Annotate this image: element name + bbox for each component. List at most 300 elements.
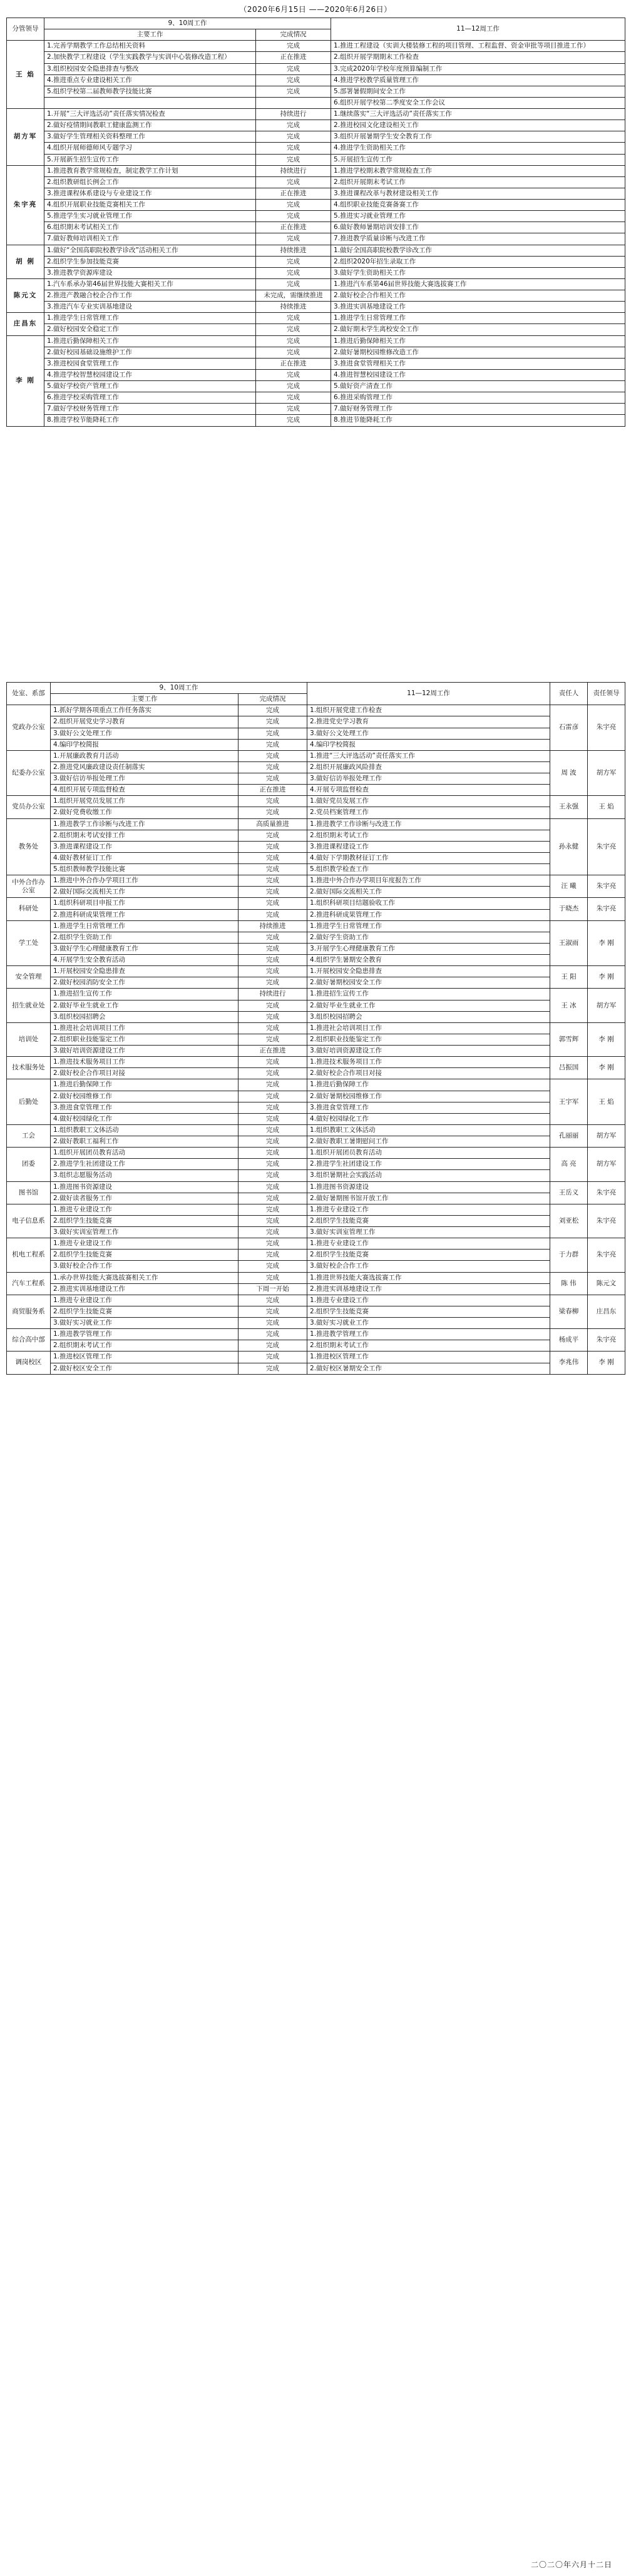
plan-cell: 3.做好实习就业工作 xyxy=(307,1318,550,1329)
task-cell: 2.加快教学工程建设（学生实践教学与实训中心装修改造工程） xyxy=(44,52,256,63)
responsible-leader: 李 刚 xyxy=(588,920,625,966)
plan-cell: 2.组织2020年招生录取工作 xyxy=(331,256,625,267)
department-name: 后勤处 xyxy=(7,1079,51,1125)
status-cell: 完成 xyxy=(239,830,307,841)
plan-cell: 1.推进社会培训项目工作 xyxy=(307,1022,550,1034)
status-cell: 完成 xyxy=(239,909,307,920)
task-cell: 2.做好校区安全工作 xyxy=(51,1363,239,1374)
plan-cell: 3.推进食堂管理相关工作 xyxy=(331,358,625,369)
task-cell: 2.组织期末考试工作 xyxy=(51,1340,239,1352)
table-row xyxy=(7,739,625,750)
plan-cell: 5.开展招生宣传工作 xyxy=(331,154,625,165)
task-cell: 2.做好读者服务工作 xyxy=(51,1193,239,1204)
status-cell: 正在推进 xyxy=(256,222,331,233)
status-cell: 完成 xyxy=(239,1136,307,1148)
plan-cell: 4.组织学生暑期安全教育 xyxy=(307,955,550,966)
status-cell: 完成 xyxy=(256,154,331,165)
table-row xyxy=(7,830,625,841)
status-cell: 正在推进 xyxy=(256,188,331,199)
status-cell: 完成 xyxy=(239,1181,307,1193)
status-cell: 完成 xyxy=(256,415,331,426)
plan-cell: 3.开展学生心理健康教育工作 xyxy=(307,943,550,954)
table-row xyxy=(7,818,625,830)
status-cell: 完成 xyxy=(256,74,331,86)
plan-cell: 2.推进学生社团建设工作 xyxy=(307,1159,550,1170)
status-cell: 完成 xyxy=(239,1113,307,1124)
department-name: 招生就业处 xyxy=(7,989,51,1022)
plan-cell: 3.组织暑期社会实践活动 xyxy=(307,1170,550,1181)
plan-cell: 1.推进后勤保障相关工作 xyxy=(331,335,625,347)
task-cell: 5.做好学校资产管理工作 xyxy=(44,381,256,392)
table-row xyxy=(7,86,625,97)
plan-cell: 2.推进实训基地建设工作 xyxy=(307,1283,550,1295)
table-row xyxy=(7,920,625,932)
status-cell: 完成 xyxy=(239,1352,307,1363)
table-row xyxy=(7,1148,625,1159)
responsible-person: 杨成平 xyxy=(550,1329,588,1352)
task-cell: 2.做好校园维修工作 xyxy=(51,1091,239,1102)
responsible-leader: 李 刚 xyxy=(588,1057,625,1079)
responsible-person: 李兆伟 xyxy=(550,1352,588,1374)
plan-cell: 1.推进图书资源建设 xyxy=(307,1181,550,1193)
status-cell: 完成 xyxy=(239,761,307,773)
responsible-person: 孔丽丽 xyxy=(550,1124,588,1147)
dept-header: 处室、系部 xyxy=(7,683,51,705)
task-cell: 6.推进学校采购管理工作 xyxy=(44,392,256,404)
task-cell: 3.推进食堂管理工作 xyxy=(51,1102,239,1113)
table-row xyxy=(7,1363,625,1374)
status-cell: 持续推进 xyxy=(256,302,331,313)
plan-cell: 6.做好教师暑期培训安排工作 xyxy=(331,222,625,233)
responsible-leader: 胡方军 xyxy=(588,989,625,1022)
status-cell: 正在推进 xyxy=(239,785,307,796)
status-cell: 完成 xyxy=(239,1238,307,1250)
status-cell: 完成 xyxy=(239,943,307,954)
dept-main-work-header: 主要工作 xyxy=(51,694,239,705)
status-cell: 完成 xyxy=(239,705,307,716)
task-cell: 1.开展“三大评选活动”责任落实情况检查 xyxy=(44,109,256,120)
plan-cell: 1.推进中外合作办学项目年度报告工作 xyxy=(307,875,550,887)
table-row xyxy=(7,278,625,290)
task-cell: 3.做好信访举报处理工作 xyxy=(51,773,239,785)
responsible-person: 于晓杰 xyxy=(550,898,588,920)
plan-cell: 2.做好校企合作相关工作 xyxy=(331,290,625,302)
responsible-person: 吕振国 xyxy=(550,1057,588,1079)
responsible-leader: 朱宇亮 xyxy=(588,1238,625,1272)
responsible-leader: 胡方军 xyxy=(588,1148,625,1181)
plan-cell: 2.做好毕业生就业工作 xyxy=(307,1000,550,1011)
table-row xyxy=(7,1329,625,1340)
department-table-body xyxy=(7,705,625,1374)
task-cell: 1.推进教育教学常规检查，制定教学工作计划 xyxy=(44,165,256,176)
status-cell: 完成 xyxy=(256,324,331,335)
table-row xyxy=(7,41,625,52)
status-cell: 持续进行 xyxy=(256,109,331,120)
leader-name: 庄昌东 xyxy=(7,313,44,335)
task-cell: 1.组织科研项目申报工作 xyxy=(51,898,239,909)
responsible-leader: 朱宇亮 xyxy=(588,818,625,875)
responsible-leader: 朱宇亮 xyxy=(588,1329,625,1352)
plan-cell: 3.完成2020年学校年度预算编制工作 xyxy=(331,63,625,74)
table-row xyxy=(7,864,625,875)
table-row xyxy=(7,943,625,954)
task-cell: 1.组织开展党员发展工作 xyxy=(51,796,239,807)
plan-cell: 4.开展专项监督检查 xyxy=(307,785,550,796)
status-cell: 未完成，需继续推进 xyxy=(256,290,331,302)
responsible-person: 王淑雨 xyxy=(550,920,588,966)
task-cell: 2.做好校园基础设施维护工作 xyxy=(44,347,256,358)
table-row xyxy=(7,1204,625,1215)
table-row xyxy=(7,1170,625,1181)
status-cell: 正在推进 xyxy=(256,52,331,63)
task-cell: 6.组织期末考试相关工作 xyxy=(44,222,256,233)
table-row xyxy=(7,245,625,256)
table-row xyxy=(7,154,625,165)
table-row xyxy=(7,109,625,120)
status-cell: 完成 xyxy=(256,211,331,222)
table-row xyxy=(7,1136,625,1148)
department-name: 安全管理 xyxy=(7,966,51,989)
plan-cell: 5.推进实习就业管理工作 xyxy=(331,211,625,222)
department-name: 党政办公室 xyxy=(7,705,51,751)
task-cell: 2.做好疫情期间教职工健康监测工作 xyxy=(44,120,256,131)
responsible-person: 王永强 xyxy=(550,796,588,818)
table-row xyxy=(7,256,625,267)
status-cell: 完成 xyxy=(239,1318,307,1329)
department-name: 纪委办公室 xyxy=(7,750,51,796)
status-header: 完成情况 xyxy=(256,29,331,41)
status-cell: 完成 xyxy=(239,750,307,761)
status-cell: 完成 xyxy=(239,1250,307,1261)
plan-cell: 6.组织开展学校第二季度安全工作会议 xyxy=(331,97,625,108)
task-cell: 4.做好教材征订工作 xyxy=(51,852,239,863)
table-row xyxy=(7,807,625,818)
status-cell: 完成 xyxy=(256,369,331,380)
responsible-person: 郭雪辉 xyxy=(550,1022,588,1056)
table-row xyxy=(7,267,625,278)
table-row xyxy=(7,728,625,739)
task-cell: 2.做好校企合作项目对接 xyxy=(51,1068,239,1079)
table-row xyxy=(7,324,625,335)
table-row xyxy=(7,63,625,74)
status-cell: 完成 xyxy=(239,1102,307,1113)
week-b-header: 11—12周工作 xyxy=(331,18,625,41)
status-cell: 完成 xyxy=(239,739,307,750)
status-cell: 完成 xyxy=(239,1272,307,1283)
table-row xyxy=(7,404,625,415)
department-name: 汽车工程系 xyxy=(7,1272,51,1295)
plan-cell: 2.做好暑期图书馆开放工作 xyxy=(307,1193,550,1204)
status-cell: 完成 xyxy=(256,176,331,188)
plan-cell: 1.推进技术服务项目工作 xyxy=(307,1057,550,1068)
table-row xyxy=(7,761,625,773)
plan-cell: 2.做好校区暑期安全工作 xyxy=(307,1363,550,1374)
task-cell: 3.组织校园安全隐患排查与整改 xyxy=(44,63,256,74)
responsible-leader: 朱宇亮 xyxy=(588,875,625,898)
table-row xyxy=(7,143,625,154)
status-cell: 完成 xyxy=(239,932,307,943)
table-row xyxy=(7,898,625,909)
status-cell: 完成 xyxy=(256,347,331,358)
plan-cell: 2.组织期末考试工作 xyxy=(307,1340,550,1352)
table-row xyxy=(7,989,625,1000)
task-cell: 1.推进校区管理工作 xyxy=(51,1352,239,1363)
plan-cell: 1.推进教学工作诊断与改进工作 xyxy=(307,818,550,830)
table-row xyxy=(7,887,625,898)
plan-cell: 4.做好校园绿化工作 xyxy=(307,1113,550,1124)
plan-cell: 4.做好下学期教材征订工作 xyxy=(307,852,550,863)
responsible-leader: 胡方军 xyxy=(588,750,625,796)
task-cell: 3.做好学生管理相关资料整理工作 xyxy=(44,131,256,143)
status-cell: 完成 xyxy=(239,875,307,887)
task-cell: 3.推进汽车专业实训基地建设 xyxy=(44,302,256,313)
status-cell: 完成 xyxy=(239,841,307,852)
plan-cell: 1.继续落实“三大评选活动”责任落实工作 xyxy=(331,109,625,120)
table-row xyxy=(7,233,625,245)
table-row xyxy=(7,1011,625,1022)
table-row xyxy=(7,1124,625,1136)
status-cell: 持续进行 xyxy=(239,989,307,1000)
task-cell: 1.推进社会培训项目工作 xyxy=(51,1022,239,1034)
plan-cell: 8.推进节能降耗工作 xyxy=(331,415,625,426)
main-work-header: 主要工作 xyxy=(44,29,256,41)
plan-cell: 2.做好学生资助工作 xyxy=(307,932,550,943)
task-cell: 3.做好公文处理工作 xyxy=(51,728,239,739)
status-cell: 完成 xyxy=(239,1329,307,1340)
task-cell: 2.组织学生参加技能竞赛 xyxy=(44,256,256,267)
status-cell: 完成 xyxy=(239,1306,307,1317)
plan-cell: 1.推进专业建设工作 xyxy=(307,1204,550,1215)
department-name: 科研处 xyxy=(7,898,51,920)
plan-cell: 2.组织学生技能竞赛 xyxy=(307,1215,550,1226)
plan-cell: 6.推进采购管理工作 xyxy=(331,392,625,404)
status-cell: 完成 xyxy=(256,143,331,154)
table-row xyxy=(7,1352,625,1363)
responsible-leader: 李 刚 xyxy=(588,1022,625,1056)
task-cell: 1.组织开展团员教育活动 xyxy=(51,1148,239,1159)
task-cell: 1.开展廉政教育月活动 xyxy=(51,750,239,761)
plan-cell: 3.做好校企合作工作 xyxy=(307,1261,550,1272)
table-row xyxy=(7,1340,625,1352)
responsible-header: 责任人 xyxy=(550,683,588,705)
plan-cell: 2.推进校园文化建设相关工作 xyxy=(331,120,625,131)
table-row xyxy=(7,347,625,358)
task-cell: 1.推进学生日常管理工作 xyxy=(51,920,239,932)
period-title: （2020年6月15日 ——2020年6月26日） xyxy=(239,5,392,14)
plan-cell: 3.推进课程建设工作 xyxy=(307,841,550,852)
table-row xyxy=(7,705,625,716)
plan-cell: 5.部署暑假期间安全工作 xyxy=(331,86,625,97)
plan-cell: 2.推进党史学习教育 xyxy=(307,716,550,728)
status-cell: 下周一开始 xyxy=(239,1283,307,1295)
department-name: 技术服务处 xyxy=(7,1057,51,1079)
status-cell: 完成 xyxy=(256,392,331,404)
plan-cell: 2.做好暑期校园维修改造工作 xyxy=(331,347,625,358)
task-cell: 3.推进课程体系建设与专业建设工作 xyxy=(44,188,256,199)
table-row xyxy=(7,1181,625,1193)
plan-cell: 7.做好财务管理工作 xyxy=(331,404,625,415)
plan-cell: 1.推进教学管理工作 xyxy=(307,1329,550,1340)
status-cell: 完成 xyxy=(239,1057,307,1068)
task-cell: 2.推进实训基地建设工作 xyxy=(51,1283,239,1295)
status-cell: 完成 xyxy=(256,120,331,131)
plan-cell: 7.推进教学质量诊断与改进工作 xyxy=(331,233,625,245)
task-cell: 2.组织学生资助工作 xyxy=(51,932,239,943)
task-cell: 3.推进教学资源库建设 xyxy=(44,267,256,278)
table-row xyxy=(7,716,625,728)
table-row xyxy=(7,1034,625,1045)
table-row xyxy=(7,358,625,369)
table-row xyxy=(7,1215,625,1226)
plan-cell: 4.推进学生资助相关工作 xyxy=(331,143,625,154)
plan-cell: 1.推进校区管理工作 xyxy=(307,1352,550,1363)
task-cell: 7.做好教师培训相关工作 xyxy=(44,233,256,245)
table-row xyxy=(7,977,625,989)
leader-name: 胡方军 xyxy=(7,109,44,166)
table-row xyxy=(7,1000,625,1011)
task-cell: 3.推进校园食堂管理工作 xyxy=(44,358,256,369)
plan-cell: 1.推进汽车系第46届世界技能大赛选拔赛工作 xyxy=(331,278,625,290)
status-cell: 完成 xyxy=(239,1034,307,1045)
empty-cell xyxy=(44,97,256,108)
status-cell: 完成 xyxy=(256,200,331,211)
responsible-leader: 庄昌东 xyxy=(588,1295,625,1328)
task-cell: 1.推进教学管理工作 xyxy=(51,1329,239,1340)
table-row xyxy=(7,415,625,426)
department-name: 中外合作办公室 xyxy=(7,875,51,898)
department-name: 工会 xyxy=(7,1124,51,1147)
table-row xyxy=(7,1318,625,1329)
table-row xyxy=(7,1102,625,1113)
department-name: 调岗校区 xyxy=(7,1352,51,1374)
responsible-person: 陈 伟 xyxy=(550,1272,588,1295)
task-cell: 5.开展新生招生宣传工作 xyxy=(44,154,256,165)
plan-cell: 2.组织学生技能竞赛 xyxy=(307,1306,550,1317)
task-cell: 2.做好毕业生就业工作 xyxy=(51,1000,239,1011)
plan-cell: 5.组织教学检查工作 xyxy=(307,864,550,875)
task-cell: 5.组织学校第二届教师教学技能比赛 xyxy=(44,86,256,97)
task-cell: 5.组织教师教学技能比赛 xyxy=(51,864,239,875)
status-cell: 完成 xyxy=(239,1295,307,1306)
task-cell: 2.组织学生技能竞赛 xyxy=(51,1215,239,1226)
table-row xyxy=(7,750,625,761)
status-cell: 完成 xyxy=(239,1215,307,1226)
task-cell: 2.做好教职工福利工作 xyxy=(51,1136,239,1148)
table-row xyxy=(7,955,625,966)
table-row xyxy=(7,1306,625,1317)
task-cell: 4.推进学校智慧校园建设工作 xyxy=(44,369,256,380)
plan-cell: 3.推进实训基地建设工作 xyxy=(331,302,625,313)
status-cell: 完成 xyxy=(256,131,331,143)
leader-name: 胡 俐 xyxy=(7,245,44,278)
task-cell: 1.推进技术服务项目工作 xyxy=(51,1057,239,1068)
plan-cell: 2.组织期末考试工作 xyxy=(307,830,550,841)
status-cell: 完成 xyxy=(256,313,331,324)
table-row xyxy=(7,131,625,143)
task-cell: 1.推进图书资源建设 xyxy=(51,1181,239,1193)
empty-cell xyxy=(256,97,331,108)
table-row xyxy=(7,796,625,807)
plan-cell: 3.做好学生资助相关工作 xyxy=(331,267,625,278)
plan-cell: 1.推进专业建设工作 xyxy=(307,1238,550,1250)
plan-cell: 4.编印学校简报 xyxy=(307,739,550,750)
task-cell: 3.做好实习就业工作 xyxy=(51,1318,239,1329)
plan-cell: 3.做好公文处理工作 xyxy=(307,728,550,739)
task-cell: 2.推进产教融合校企合作工作 xyxy=(44,290,256,302)
plan-cell: 2.推进科研成果管理工作 xyxy=(307,909,550,920)
plan-cell: 2.组织开展廉政风险排查 xyxy=(307,761,550,773)
task-cell: 2.做好党费收缴工作 xyxy=(51,807,239,818)
leader-name: 朱宇亮 xyxy=(7,165,44,245)
table-row xyxy=(7,966,625,977)
status-cell: 完成 xyxy=(239,716,307,728)
task-cell: 2.做好校园安全稳定工作 xyxy=(44,324,256,335)
plan-cell: 1.推进后勤保障工作 xyxy=(307,1079,550,1091)
task-cell: 2.推进党风廉政建设责任制落实 xyxy=(51,761,239,773)
task-cell: 2.组织学生技能竞赛 xyxy=(51,1250,239,1261)
task-cell: 7.做好学校财务管理工作 xyxy=(44,404,256,415)
status-cell: 完成 xyxy=(256,267,331,278)
task-cell: 1.做好“全国高职院校教学诊改”活动相关工作 xyxy=(44,245,256,256)
table-row xyxy=(7,1079,625,1091)
task-cell: 2.组织学生技能竞赛 xyxy=(51,1306,239,1317)
responsible-leader: 陈元文 xyxy=(588,1272,625,1295)
status-cell: 完成 xyxy=(239,1000,307,1011)
task-cell: 4.组织开展专项监督检查 xyxy=(51,785,239,796)
plan-cell: 2.做好期末学生离校安全工作 xyxy=(331,324,625,335)
plan-cell: 1.推进“三大评选活动”责任落实工作 xyxy=(307,750,550,761)
responsible-leader: 朱宇亮 xyxy=(588,1204,625,1238)
status-cell: 完成 xyxy=(239,1193,307,1204)
status-cell: 完成 xyxy=(256,256,331,267)
task-cell: 2.推进科研成果管理工作 xyxy=(51,909,239,920)
table-row xyxy=(7,1272,625,1283)
table-row xyxy=(7,1261,625,1272)
table-row xyxy=(7,302,625,313)
task-cell: 2.做好校园消防安全工作 xyxy=(51,977,239,989)
plan-cell: 1.组织开展团员教育活动 xyxy=(307,1148,550,1159)
status-cell: 完成 xyxy=(239,807,307,818)
plan-cell: 1.推进专业建设工作 xyxy=(307,1295,550,1306)
status-cell: 完成 xyxy=(239,852,307,863)
status-cell: 完成 xyxy=(239,966,307,977)
department-name: 商贸服务系 xyxy=(7,1295,51,1328)
status-cell: 完成 xyxy=(239,1091,307,1102)
plan-cell: 1.做好党员发展工作 xyxy=(307,796,550,807)
dept-status-header: 完成情况 xyxy=(239,694,307,705)
task-cell: 3.做好学生心理健康教育工作 xyxy=(51,943,239,954)
table-row xyxy=(7,785,625,796)
status-cell: 完成 xyxy=(239,1079,307,1091)
status-cell: 完成 xyxy=(239,887,307,898)
plan-cell: 1.推进招生宣传工作 xyxy=(307,989,550,1000)
task-cell: 1.汽车系承办第46届世界技能大赛相关工作 xyxy=(44,278,256,290)
task-cell: 2.组织教研组长例会工作 xyxy=(44,176,256,188)
responsible-leader: 李 刚 xyxy=(588,1352,625,1374)
footer-date: 二〇二〇年六月十二日 xyxy=(530,2560,612,2569)
task-cell: 1.推进后勤保障工作 xyxy=(51,1079,239,1091)
table-row xyxy=(7,392,625,404)
status-cell: 完成 xyxy=(256,41,331,52)
table-row xyxy=(7,74,625,86)
plan-cell: 4.推进学校教学质量管理工作 xyxy=(331,74,625,86)
plan-cell: 1.组织教职工文体活动 xyxy=(307,1124,550,1136)
status-cell: 完成 xyxy=(239,773,307,785)
responsible-person: 孙永健 xyxy=(550,818,588,875)
plan-cell: 1.推进学生日常管理工作 xyxy=(331,313,625,324)
table-row xyxy=(7,188,625,199)
task-cell: 2.组织职业技能鉴定工作 xyxy=(51,1034,239,1045)
